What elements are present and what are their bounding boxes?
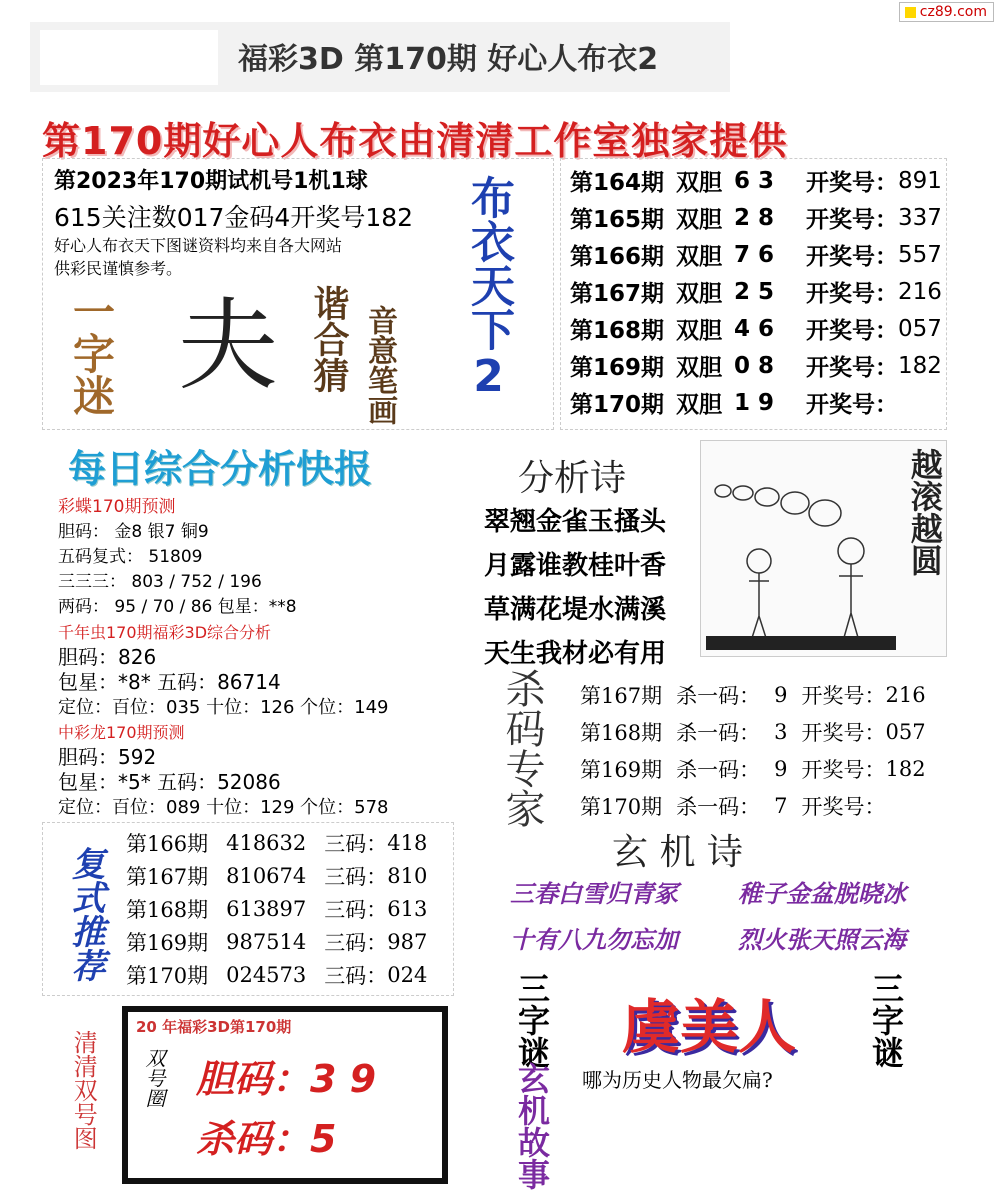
zc-title: 中彩龙170期预测 xyxy=(58,723,185,742)
kill-code: 7 xyxy=(774,793,788,818)
kill-label: 杀一码： xyxy=(676,757,761,782)
history-dan: 1 9 xyxy=(734,389,775,416)
kill-draw-label: 开奖号： xyxy=(801,683,886,708)
poem2-heading: 玄 机 诗 xyxy=(612,832,743,873)
page-title: 福彩3D 第170期 好心人布衣2 xyxy=(238,42,659,77)
history-dan: 7 6 xyxy=(734,241,775,268)
fushi-number: 613897 xyxy=(226,896,307,921)
history-period: 第169期 xyxy=(570,355,665,381)
history-row xyxy=(570,273,942,310)
fushi-label: 三码： xyxy=(324,831,388,856)
riddle-hint-1: 谐合猜 xyxy=(308,285,349,393)
kill-code: 3 xyxy=(774,719,788,744)
fushi-code: 987 xyxy=(387,929,428,954)
history-draw: 182 xyxy=(898,352,942,379)
history-label: 双胆 xyxy=(676,170,723,196)
riddle3-title: 虞美人 xyxy=(622,993,797,1061)
daily-panel xyxy=(58,495,478,820)
history-dan: 2 5 xyxy=(734,278,775,305)
qq-sha: 杀码：5 xyxy=(196,1117,337,1161)
history-draw-label: 开奖号： xyxy=(806,318,899,344)
riddle-hint-2: 音意笔画 xyxy=(362,305,397,425)
history-row xyxy=(570,236,942,273)
site-watermark: cz89.com xyxy=(899,2,994,22)
history-draw-label: 开奖号： xyxy=(806,170,899,196)
kill-label: 杀一码： xyxy=(676,720,761,745)
history-label: 双胆 xyxy=(676,207,723,233)
history-draw-label: 开奖号： xyxy=(806,392,899,418)
fushi-code: 024 xyxy=(387,962,428,987)
fushi-code: 613 xyxy=(387,896,428,921)
history-period: 第164期 xyxy=(570,170,665,196)
fushi-number: 024573 xyxy=(226,962,307,987)
qn-bao: 包星：*8* 五码：86714 xyxy=(58,670,281,694)
history-list xyxy=(570,162,942,421)
fushi-row xyxy=(126,925,427,958)
riddle3-question: 哪为历史人物最欠扁? xyxy=(582,1068,773,1092)
history-dan: 2 8 xyxy=(734,204,775,231)
qq-dan: 胆码：3 9 xyxy=(196,1057,377,1101)
fushi-row xyxy=(126,826,427,859)
poem1-line: 翠翘金雀玉搔头 xyxy=(484,507,667,537)
qq-side: 双号圈 xyxy=(142,1048,166,1108)
kill-draw: 182 xyxy=(885,756,926,781)
history-dan: 4 6 xyxy=(734,315,775,342)
riddle-character: 夫 xyxy=(178,287,278,404)
kill-row xyxy=(580,713,926,750)
fushi-heading: 复式推荐 xyxy=(65,846,105,982)
fushi-period: 第167期 xyxy=(126,864,209,889)
riddle3-story: 玄机故事 xyxy=(513,1062,551,1190)
kill-code: 9 xyxy=(774,682,788,707)
poem1-line: 天生我材必有用 xyxy=(484,639,667,669)
kill-period: 第170期 xyxy=(580,794,663,819)
kill-draw-label: 开奖号： xyxy=(801,757,886,782)
fushi-period: 第169期 xyxy=(126,930,209,955)
history-label: 双胆 xyxy=(676,244,723,270)
fushi-period: 第166期 xyxy=(126,831,209,856)
history-label: 双胆 xyxy=(676,281,723,307)
kill-draw-label: 开奖号： xyxy=(801,794,886,819)
fushi-row xyxy=(126,859,427,892)
kill-period: 第169期 xyxy=(580,757,663,782)
qq-label: 清清双号图 xyxy=(69,1030,98,1150)
kill-list xyxy=(580,676,926,824)
fushi-code: 810 xyxy=(387,863,428,888)
qn-title: 千年虫170期福彩3D综合分析 xyxy=(58,623,272,642)
fushi-period: 第170期 xyxy=(126,963,209,988)
history-draw: 557 xyxy=(898,241,942,268)
poem2-line2a: 十有八九勿忘加 xyxy=(510,926,678,954)
daily-heading: 每日综合分析快报 xyxy=(68,447,373,491)
history-label: 双胆 xyxy=(676,392,723,418)
history-row xyxy=(570,384,942,421)
kill-period: 第167期 xyxy=(580,683,663,708)
trial-note-2: 供彩民谨慎参考。 xyxy=(54,259,183,278)
kill-row xyxy=(580,750,926,787)
history-row xyxy=(570,162,942,199)
zc-dan: 胆码：592 xyxy=(58,745,157,769)
fushi-number: 810674 xyxy=(226,863,307,888)
banner-headline: 第170期好心人布衣由清清工作室独家提供 xyxy=(42,119,788,163)
fushi-label: 三码： xyxy=(324,963,388,988)
riddle3-right: 三字谜 xyxy=(867,972,905,1068)
cd-line: 胆码： 金8 银7 铜9 xyxy=(58,522,209,542)
kill-code: 9 xyxy=(774,756,788,781)
history-label: 双胆 xyxy=(676,318,723,344)
kill-row xyxy=(580,676,926,713)
cartoon-drawing xyxy=(701,441,901,656)
cd-title: 彩蝶170期预测 xyxy=(58,497,176,517)
fushi-label: 三码： xyxy=(324,897,388,922)
qq-panel xyxy=(122,1006,448,1184)
kill-row xyxy=(580,787,926,824)
history-period: 第167期 xyxy=(570,281,665,307)
brand-vertical: 布衣天下2 xyxy=(463,175,514,402)
kill-draw: 216 xyxy=(885,682,926,707)
kill-draw: 057 xyxy=(885,719,926,744)
history-draw-label: 开奖号： xyxy=(806,207,899,233)
qq-header: 20 年福彩3D第170期 xyxy=(136,1018,292,1036)
kill-heading: 杀码专家 xyxy=(499,668,545,828)
history-dan: 0 8 xyxy=(734,352,775,379)
title-blank xyxy=(40,30,218,85)
fushi-row xyxy=(126,958,427,991)
poem1-heading: 分析诗 xyxy=(518,458,627,499)
kill-label: 杀一码： xyxy=(676,683,761,708)
fushi-code: 418 xyxy=(387,830,428,855)
history-draw-label: 开奖号： xyxy=(806,355,899,381)
fushi-number: 418632 xyxy=(226,830,307,855)
history-row xyxy=(570,199,942,236)
kill-label: 杀一码： xyxy=(676,794,761,819)
fushi-period: 第168期 xyxy=(126,897,209,922)
history-dan: 6 3 xyxy=(734,167,775,194)
kill-period: 第168期 xyxy=(580,720,663,745)
riddle3-left: 三字谜 xyxy=(513,972,551,1068)
history-draw: 891 xyxy=(898,167,942,194)
history-row xyxy=(570,310,942,347)
poem2-line1a: 三春白雪归青冢 xyxy=(510,880,678,908)
cd-line: 五码复式： 51809 xyxy=(58,547,203,567)
history-draw: 337 xyxy=(898,204,942,231)
riddle-label: 一字迷 xyxy=(67,290,116,416)
fushi-number: 987514 xyxy=(226,929,307,954)
history-period: 第165期 xyxy=(570,207,665,233)
zc-bao: 包星：*5* 五码：52086 xyxy=(58,770,281,794)
cd-line: 三三三： 803 / 752 / 196 xyxy=(58,572,262,592)
history-draw: 216 xyxy=(898,278,942,305)
kill-draw-label: 开奖号： xyxy=(801,720,886,745)
history-label: 双胆 xyxy=(676,355,723,381)
trial-line-1: 第2023年170期试机号1机1球 xyxy=(54,169,368,194)
poem2-line2b: 烈火张天照云海 xyxy=(738,926,906,954)
qn-ding: 定位：百位：035 十位：126 个位：149 xyxy=(58,697,389,718)
history-period: 第170期 xyxy=(570,392,665,418)
fushi-label: 三码： xyxy=(324,930,388,955)
poem1-lines xyxy=(484,500,666,676)
poem1-line: 月露谁教桂叶香 xyxy=(484,551,667,581)
poem2-line1b: 稚子金盆脱晓冰 xyxy=(738,880,906,908)
history-draw-label: 开奖号： xyxy=(806,281,899,307)
trial-note-1: 好心人布衣天下图谜资料均来自各大网站 xyxy=(54,236,343,255)
cartoon-caption: 越滚越圆 xyxy=(905,448,944,576)
zc-ding: 定位：百位：089 十位：129 个位：578 xyxy=(58,797,389,818)
qn-dan: 胆码：826 xyxy=(58,645,157,669)
fushi-label: 三码： xyxy=(324,864,388,889)
poem1-line: 草满花堤水满溪 xyxy=(484,595,667,625)
fushi-row xyxy=(126,892,427,925)
history-period: 第168期 xyxy=(570,318,665,344)
history-row xyxy=(570,347,942,384)
history-draw-label: 开奖号： xyxy=(806,244,899,270)
cd-line: 两码： 95 / 70 / 86 包星：**8 xyxy=(58,597,297,617)
trial-line-2: 615关注数017金码4开奖号182 xyxy=(54,203,414,232)
fushi-list xyxy=(126,826,427,991)
history-draw: 057 xyxy=(898,315,942,342)
history-period: 第166期 xyxy=(570,244,665,270)
